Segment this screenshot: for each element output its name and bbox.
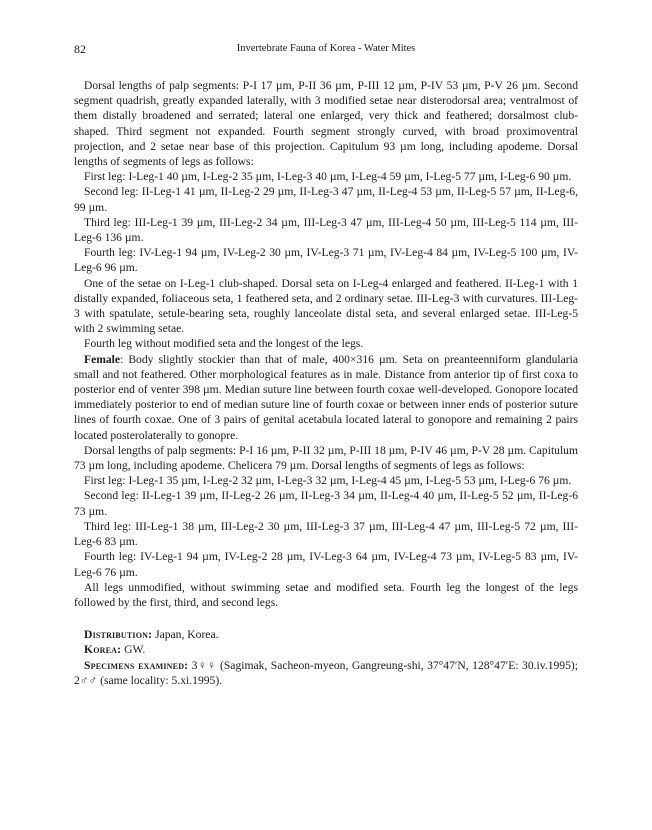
paragraph: One of the setae on I-Leg-1 club-shaped. Dorsal seta on I-Leg-4 enlarged and feathered. II-Leg-1 with 1 distally expanded, foliaceous seta, 1 feathered seta, and 2 ordinary setae. III-Leg-3 with curvatures. III-Leg-3 with spatulate, setule-bearing seta, roughly lanceolate distal seta, and several enlarged setae. III-Leg-5 with 2 swimming setae. bbox=[74, 276, 578, 336]
paragraph: Second leg: II-Leg-1 39 µm, II-Leg-2 26 µm, II-Leg-3 34 µm, II-Leg-4 40 µm, II-Leg-5 52 µm, II-Leg-6 73 µm. bbox=[74, 489, 578, 518]
page-header bbox=[74, 42, 578, 58]
running-title: Invertebrate Fauna of Korea - Water Mites bbox=[236, 43, 416, 54]
female-label: Female bbox=[84, 352, 121, 366]
paragraph: Second leg: II-Leg-1 41 µm, II-Leg-2 29 µm, II-Leg-3 47 µm, II-Leg-4 53 µm, II-Leg-5 57 µm, II-Leg-6, 99 µm. bbox=[74, 185, 578, 214]
paragraph: Third leg: III-Leg-1 39 µm, III-Leg-2 34 µm, III-Leg-3 47 µm, III-Leg-4 50 µm, III-Leg-5 114 µm, III-Leg-6 136 µm. bbox=[74, 215, 578, 245]
distribution-label: Distribution: bbox=[84, 628, 153, 642]
paragraph: All legs unmodified, without swimming setae and modified seta. Fourth leg the longest of the legs followed by the first, third, and second legs. bbox=[74, 580, 578, 609]
specimens-text: 3♀♀ (Sagimak, Sacheon-myeon, Gangreung-shi, 37°47′N, 128°47′E: 30.iv.1995); 2♂♂ (same locality: 5.xi.1995). bbox=[74, 658, 578, 687]
distribution-paragraph bbox=[74, 627, 578, 642]
korea-paragraph bbox=[74, 642, 578, 657]
page-number: 82 bbox=[74, 42, 86, 56]
specimens-label: Specimens examined: bbox=[84, 658, 189, 672]
body-text bbox=[74, 78, 578, 688]
paragraph: Fourth leg: IV-Leg-1 94 µm, IV-Leg-2 28 µm, IV-Leg-3 64 µm, IV-Leg-4 73 µm, IV-Leg-5 83 µm, IV-Leg-6 76 µm. bbox=[74, 550, 578, 579]
distribution-text: Japan, Korea. bbox=[152, 628, 219, 642]
paragraph: Third leg: III-Leg-1 38 µm, III-Leg-2 30 µm, III-Leg-3 37 µm, III-Leg-4 47 µm, III-Leg-5 72 µm, III-Leg-6 83 µm. bbox=[74, 519, 578, 549]
female-paragraph bbox=[74, 352, 578, 443]
korea-label: Korea: bbox=[84, 643, 122, 657]
paragraph: Dorsal lengths of palp segments: P-I 16 µm, P-II 32 µm, P-III 18 µm, P-IV 46 µm, P-V 28 µm. Capitulum 73 µm long, including apodeme. Chelicera 79 µm. Dorsal lengths of segments of legs as follows: bbox=[74, 443, 578, 473]
paragraph: First leg: I-Leg-1 35 µm, I-Leg-2 32 µm, I-Leg-3 32 µm, I-Leg-4 45 µm, I-Leg-5 53 µm, I-Leg-6 76 µm. bbox=[84, 474, 572, 488]
korea-text: GW. bbox=[121, 643, 146, 657]
paragraph: Fourth leg without modified seta and the longest of the legs. bbox=[84, 337, 364, 351]
paragraph: Fourth leg: IV-Leg-1 94 µm, IV-Leg-2 30 µm, IV-Leg-3 71 µm, IV-Leg-4 84 µm, IV-Leg-5 100 µm, IV-Leg-6 96 µm. bbox=[74, 246, 578, 275]
specimens-paragraph bbox=[74, 658, 578, 688]
paragraph: First leg: I-Leg-1 40 µm, I-Leg-2 35 µm, I-Leg-3 40 µm, I-Leg-4 59 µm, I-Leg-5 77 µm, I-Leg-6 90 µm. bbox=[84, 170, 572, 184]
paragraph: Dorsal lengths of palp segments: P-I 17 µm, P-II 36 µm, P-III 12 µm, P-IV 53 µm, P-V 26 µm. Second segment quadrish, greatly expanded laterally, with 3 modified setae near disterodorsal area; ventralmost of them distally broadened and serrated; lateral one enlarged, very thick and feathered; dorsalmost club-shaped. Third segment not expanded. Fourth segment strongly curved, with broad proximoventral projection, and 2 setae near base of this projection. Capitulum 93 µm long, including apodeme. Dorsal lengths of segments of legs as follows: bbox=[74, 79, 578, 169]
female-text: : Body slightly stockier than that of male, 400×316 µm. Seta on preanteenniform glandularia small and not feathered. Other morphological features as in male. Distance from anterior tip of first coxa to posterior end of venter 398 µm. Median suture line between fourth coxae well-developed. Gonopore located immediately posterior to end of median suture line of fourth coxae or between inner ends of posterior suture lines of fourth coxae. One of 3 pairs of genital acetabula located lateral to gonopore and remaining 2 pairs located posterolaterally to gonopre. bbox=[74, 352, 578, 442]
